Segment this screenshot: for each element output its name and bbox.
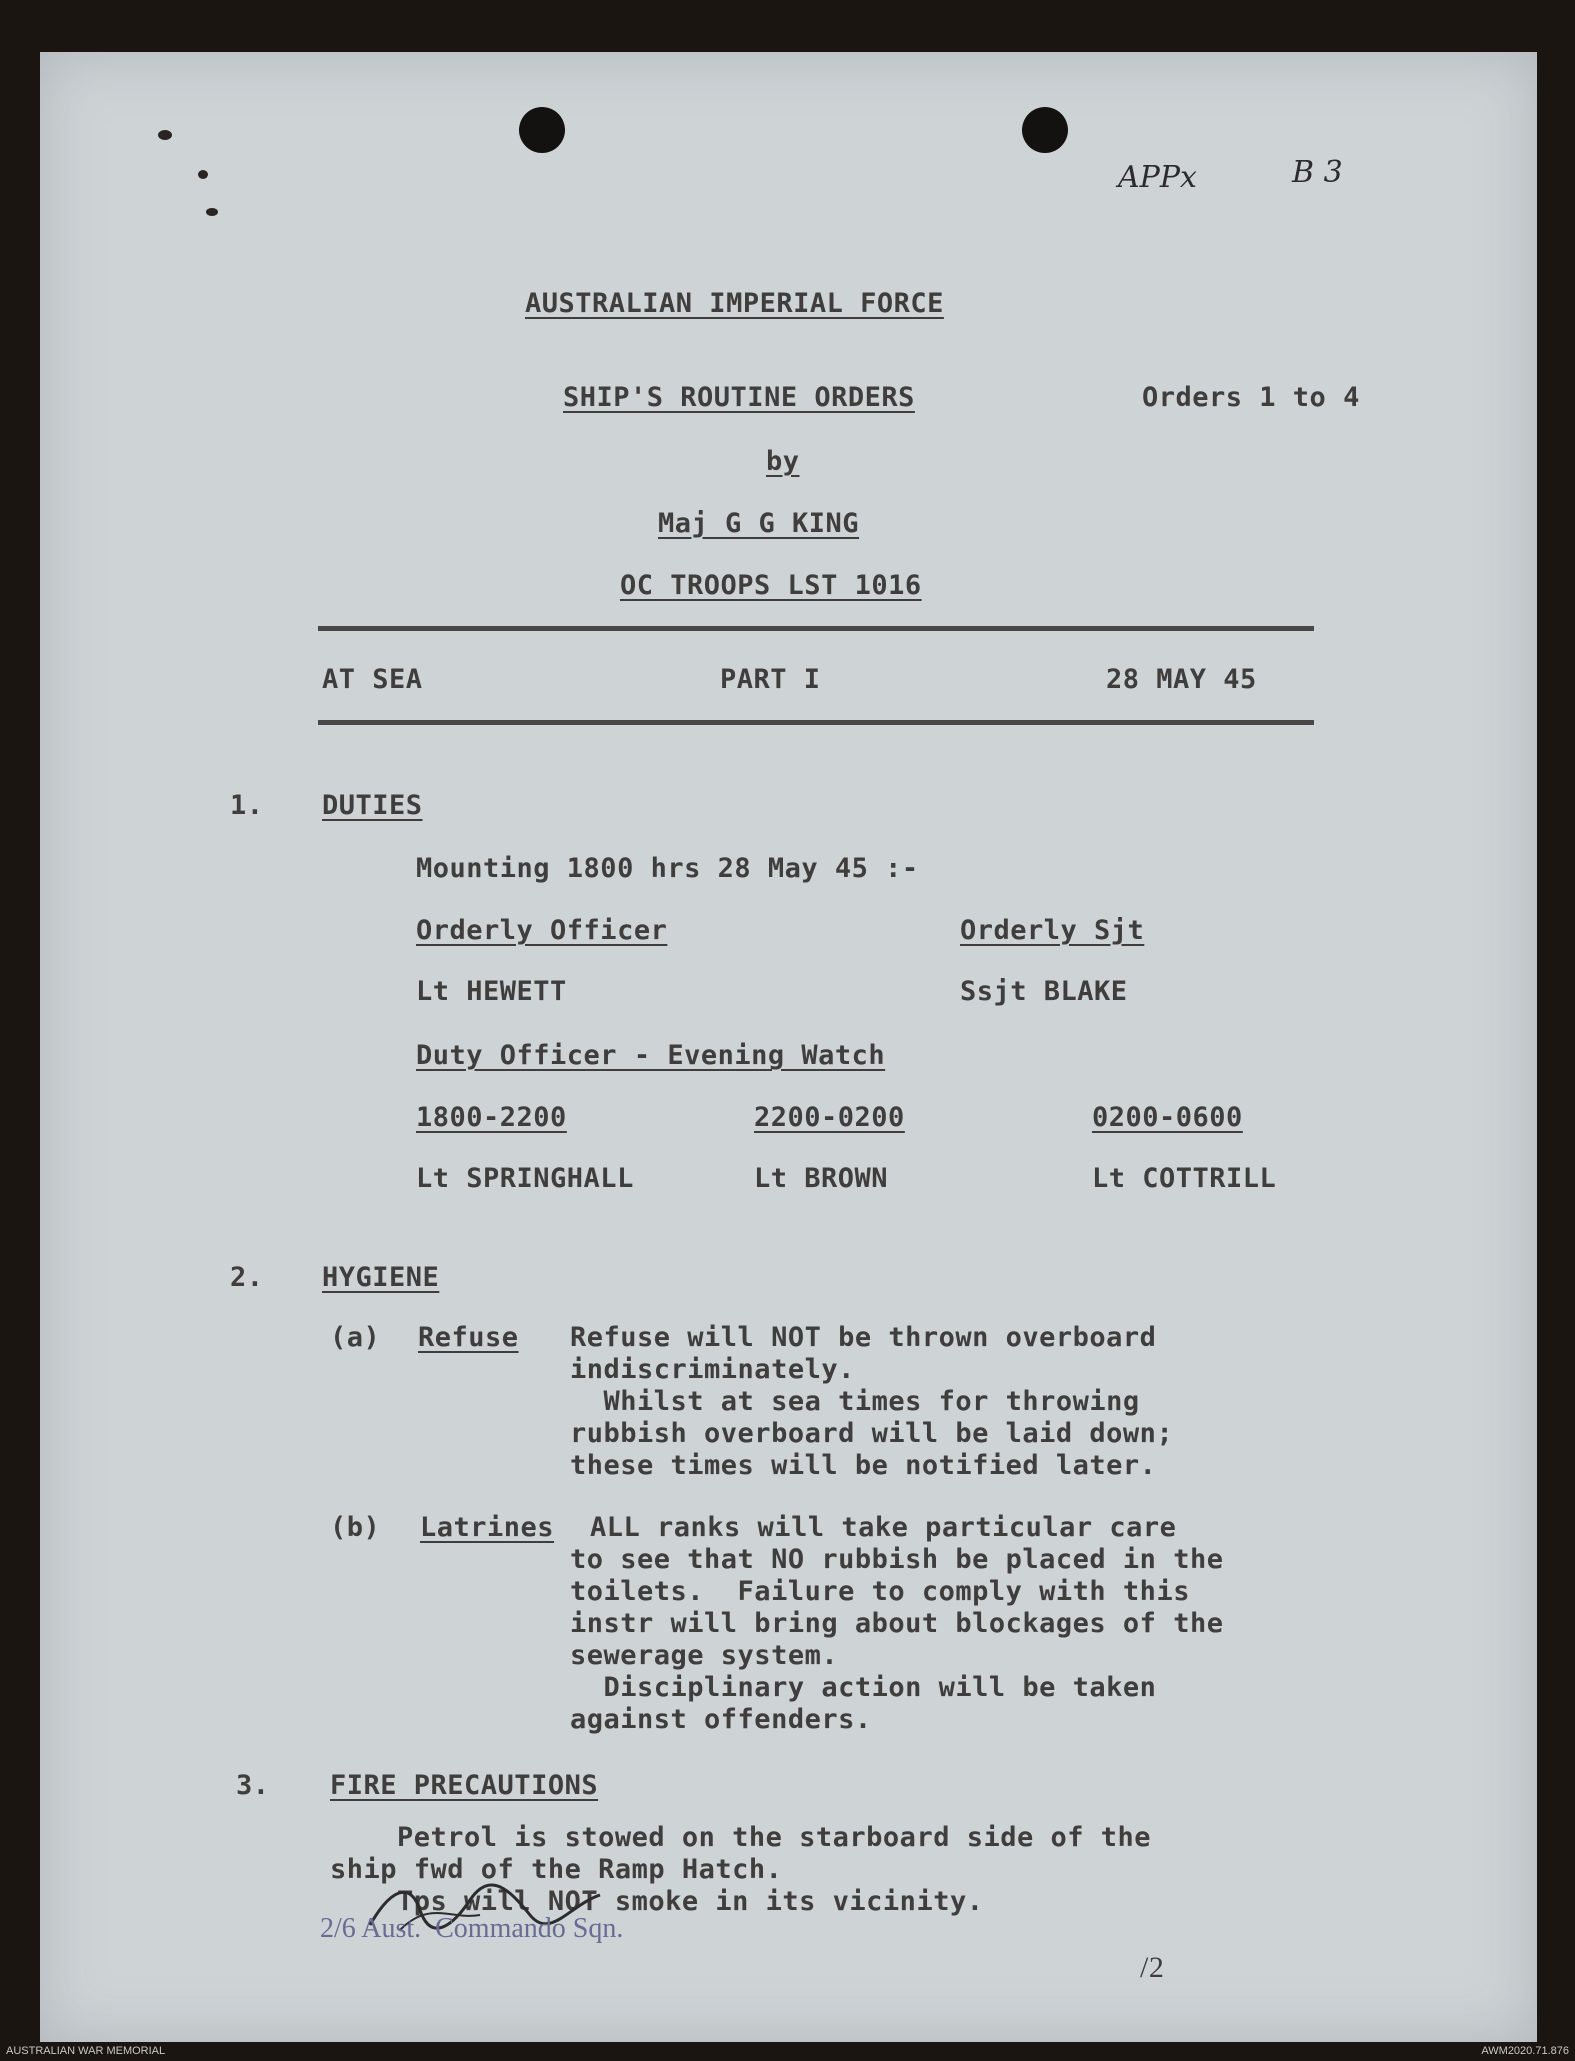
latrines-line: against offenders. (570, 1704, 872, 1735)
orderly-officer-name: Lt HEWETT (416, 976, 567, 1007)
org-heading: AUSTRALIAN IMPERIAL FORCE (525, 288, 944, 319)
latrines-line: sewerage system. (570, 1640, 839, 1671)
item-label-latrines: Latrines (420, 1512, 555, 1543)
header-rule-bottom (318, 720, 1314, 725)
fire-line: Petrol is stowed on the starboard side of the (330, 1822, 1152, 1853)
section-heading-hygiene: HYGIENE (322, 1262, 440, 1293)
punch-hole-right (1022, 107, 1068, 153)
orders-title: SHIP'S ROUTINE ORDERS (563, 382, 915, 413)
fire-line: Tps will NOT smoke in its vicinity. (330, 1886, 984, 1917)
orderly-officer-label: Orderly Officer (416, 915, 668, 946)
section-number: 2. (230, 1262, 264, 1293)
section-number: 1. (230, 790, 264, 821)
latrines-line: ALL ranks will take particular care (590, 1512, 1177, 1543)
issuing-officer: Maj G G KING (658, 508, 860, 539)
item-label-refuse: Refuse (418, 1322, 519, 1353)
latrines-line: toilets. Failure to comply with this (570, 1576, 1190, 1607)
latrines-line: Disciplinary action will be taken (570, 1672, 1157, 1703)
orderly-sgt-label: Orderly Sjt (960, 915, 1145, 946)
watch-time: 1800-2200 (416, 1102, 567, 1133)
location: AT SEA (322, 664, 423, 695)
handwritten-appx: APPx (1118, 160, 1197, 195)
continuation-marker: /2 (1140, 1951, 1165, 1984)
refuse-line: rubbish overboard will be laid down; (570, 1418, 1174, 1449)
footer-right: AWM2020.71.876 (1481, 2045, 1569, 2057)
command-line: OC TROOPS LST 1016 (620, 570, 922, 601)
refuse-line: Whilst at sea times for throwing (570, 1386, 1140, 1417)
watch-officer: Lt SPRINGHALL (416, 1163, 634, 1194)
item-marker: (a) (330, 1322, 381, 1353)
item-marker: (b) (330, 1512, 381, 1543)
refuse-line: Refuse will NOT be thrown overboard (570, 1322, 1157, 1353)
footer-left: AUSTRALIAN WAR MEMORIAL (6, 2045, 166, 2057)
fire-line: ship fwd of the Ramp Hatch. (330, 1854, 783, 1885)
handwritten-ref: B 3 (1292, 155, 1343, 190)
refuse-line: these times will be notified later. (570, 1450, 1157, 1481)
mounting-line: Mounting 1800 hrs 28 May 45 :- (416, 853, 919, 884)
duty-officer-label: Duty Officer - Evening Watch (416, 1040, 886, 1071)
ink-blot (158, 130, 172, 140)
section-number: 3. (236, 1770, 270, 1801)
part-number: PART I (720, 664, 821, 695)
punch-hole-left (519, 107, 565, 153)
watch-officer: Lt COTTRILL (1092, 1163, 1277, 1194)
watch-officer: Lt BROWN (754, 1163, 889, 1194)
orders-range: Orders 1 to 4 (1142, 382, 1360, 413)
latrines-line: instr will bring about blockages of the (570, 1608, 1224, 1639)
orderly-sgt-name: Ssjt BLAKE (960, 976, 1128, 1007)
ink-blot (198, 170, 208, 179)
watch-time: 0200-0600 (1092, 1102, 1243, 1133)
ink-blot (206, 208, 218, 216)
by-line: by (766, 446, 800, 477)
latrines-line: to see that NO rubbish be placed in the (570, 1544, 1224, 1575)
section-heading-duties: DUTIES (322, 790, 423, 821)
order-date: 28 MAY 45 (1106, 664, 1257, 695)
header-rule-top (318, 626, 1314, 631)
unit-stamp: 2/6 Aust. Commando Sqn. (320, 1913, 624, 1944)
refuse-line: indiscriminately. (570, 1354, 855, 1385)
watch-time: 2200-0200 (754, 1102, 905, 1133)
section-heading-fire: FIRE PRECAUTIONS (330, 1770, 599, 1801)
